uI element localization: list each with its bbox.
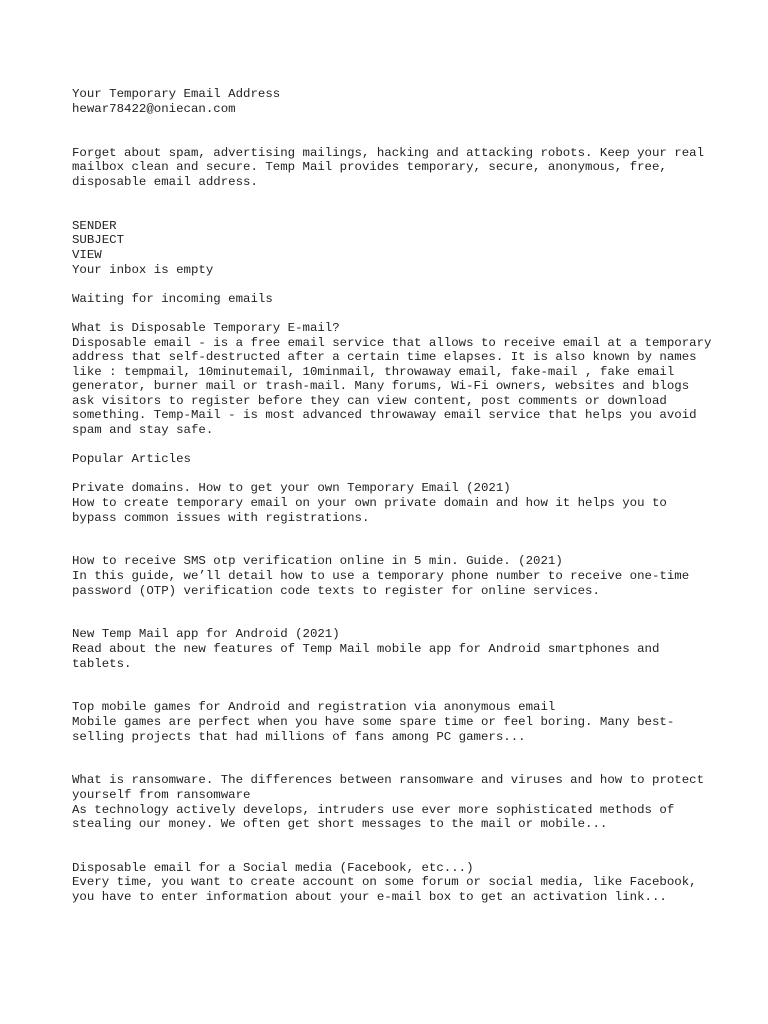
popular-articles-section: [72, 452, 712, 904]
inbox-column-sender: SENDER: [72, 218, 117, 233]
article-item: [72, 554, 712, 598]
about-heading: What is Disposable Temporary E-mail?: [72, 320, 340, 335]
about-section: [72, 321, 712, 438]
intro-text: Forget about spam, advertising mailings, hacking and attacking robots. Keep your real mailbox clean and secure. Temp Mail provides temporary, secure, anonymous, free, disposable email address.: [72, 145, 705, 189]
inbox-column-view: VIEW: [72, 247, 102, 262]
article-item: [72, 861, 712, 905]
intro-section: [72, 146, 712, 190]
article-title-link[interactable]: What is ransomware. The differences between ransomware and viruses and how to protect yourself from ransomware: [72, 773, 705, 802]
article-title-link[interactable]: Top mobile games for Android and registration via anonymous email: [72, 700, 556, 715]
email-address-section: [72, 87, 712, 116]
article-item: [72, 773, 712, 831]
article-item: [72, 700, 712, 744]
inbox-column-subject: SUBJECT: [72, 233, 125, 248]
article-title-link[interactable]: Private domains. How to get your own Temporary Email (2021): [72, 481, 511, 496]
article-description: Mobile games are perfect when you have some spare time or feel boring. Many best-selling projects that had millions of fans among PC gamers...: [72, 714, 675, 744]
email-address-heading: Your Temporary Email Address: [72, 87, 281, 101]
article-title-link[interactable]: How to receive SMS otp verification online in 5 min. Guide. (2021): [72, 554, 563, 569]
article-description: How to create temporary email on your own private domain and how it helps you to bypass common issues with registrations.: [72, 496, 667, 525]
popular-articles-heading: Popular Articles: [72, 452, 191, 467]
article-title-link[interactable]: Disposable email for a Social media (Facebook, etc...): [72, 860, 474, 875]
article-description: In this guide, we’ll detail how to use a temporary phone number to receive one-time password (OTP) verification code texts to register for online services.: [72, 569, 690, 598]
article-title-link[interactable]: New Temp Mail app for Android (2021): [72, 627, 340, 642]
article-item: [72, 627, 712, 671]
article-description: As technology actively develops, intruders use ever more sophisticated methods of stealing our money. We often get short messages to the mail or mobile...: [72, 802, 675, 832]
article-description: Every time, you want to create account on some forum or social media, like Facebook, you have to enter information about your e-mail box to get an activation link...: [72, 875, 697, 905]
inbox-empty-text: Your inbox is empty: [72, 262, 214, 277]
inbox-section: [72, 219, 712, 307]
article-description: Read about the new features of Temp Mail mobile app for Android smartphones and tablets.: [72, 641, 660, 671]
article-item: [72, 481, 712, 525]
about-body: Disposable email - is a free email service that allows to receive email at a temporary address that self-destructed after a certain time elapses. It is also known by names like : tempmail, 10minutemail, 10minmail, throwaway email, fake-mail , fake email generator, burner mail or trash-mail. Many forums, Wi-Fi owners, websites and blogs ask visitors to register before they can view content, post comments or download something. Temp-Mail - is most advanced throwaway email service that helps you avoid spam and stay safe.: [72, 335, 712, 438]
page-content: [72, 87, 712, 905]
temporary-email-address[interactable]: hewar78422@oniecan.com: [72, 101, 236, 116]
inbox-waiting-text: Waiting for incoming emails: [72, 291, 273, 306]
